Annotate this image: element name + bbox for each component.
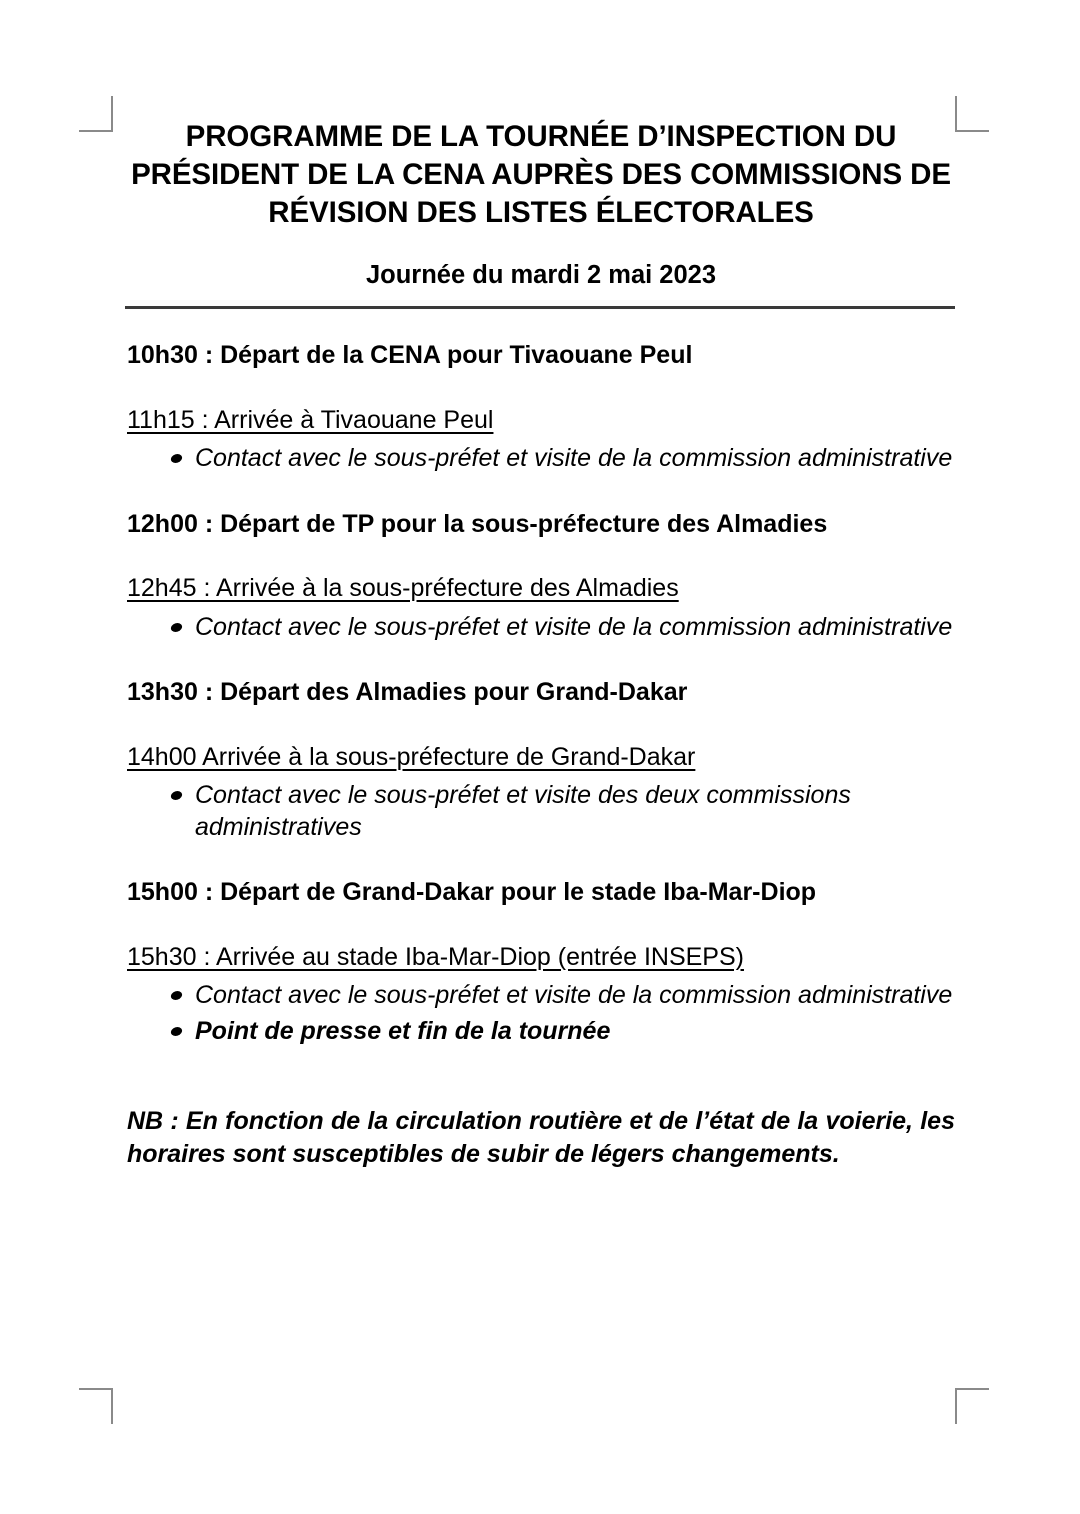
arrival-line: 11h15 : Arrivée à Tivaouane Peul: [127, 405, 494, 434]
schedule-list: [127, 340, 955, 1081]
arrival-line-wrap: [127, 405, 955, 440]
list-item-text: Point de presse et fin de la tournée: [195, 1016, 611, 1045]
list-item: [127, 443, 955, 475]
bullet-icon: [170, 991, 183, 1000]
crop-mark-bottom-right: [955, 1388, 989, 1424]
bullet-list: [127, 980, 955, 1081]
crop-mark-bottom-left: [79, 1388, 113, 1424]
list-item: [127, 980, 955, 1012]
arrival-line: 12h45 : Arrivée à la sous-préfecture des Almadies: [127, 574, 679, 603]
header-divider: [125, 306, 955, 309]
arrival-line-wrap: [127, 742, 955, 777]
arrival-line-wrap: [127, 942, 955, 977]
bullet-list: [127, 443, 955, 509]
bullet-list: [127, 780, 955, 877]
list-item-text: Contact avec le sous-préfet et visite de la commission administrative: [195, 612, 953, 641]
departure-line: 13h30 : Départ des Almadies pour Grand-Dakar: [127, 678, 688, 707]
crop-mark-top-right: [955, 96, 989, 132]
page-title: PROGRAMME DE LA TOURNÉE D’INSPECTION DU PRÉSIDENT DE LA CENA AUPRÈS DES COMMISSIONS DE RÉVISION DES LISTES ÉLECTORALES: [131, 120, 951, 229]
list-item: [127, 1016, 955, 1048]
bullet-list: [127, 612, 955, 678]
arrival-line-wrap: [127, 573, 955, 608]
bullet-icon: [170, 791, 183, 800]
list-item: [127, 780, 955, 843]
schedule-block: [127, 340, 955, 509]
document-page: [127, 0, 955, 1170]
bullet-icon: [170, 454, 183, 463]
departure-line: 10h30 : Départ de la CENA pour Tivaouane Peul: [127, 341, 693, 370]
page-subtitle: Journée du mardi 2 mai 2023: [365, 260, 717, 289]
schedule-block: [127, 677, 955, 877]
departure-line: 12h00 : Départ de TP pour la sous-préfecture des Almadies: [127, 509, 828, 538]
list-item: [127, 612, 955, 644]
schedule-block: [127, 877, 955, 1081]
bullet-icon: [170, 623, 183, 632]
arrival-line: 14h00 Arrivée à la sous-préfecture de Grand-Dakar: [127, 742, 696, 771]
schedule-block: [127, 509, 955, 678]
arrival-line: 15h30 : Arrivée au stade Iba-Mar-Diop (entrée INSEPS): [127, 942, 744, 971]
note-paragraph: NB : En fonction de la circulation routière et de l’état de la voierie, les horaires sont susceptibles de subir de légers changements.: [127, 1107, 955, 1168]
departure-line: 15h00 : Départ de Grand-Dakar pour le stade Iba-Mar-Diop: [127, 878, 817, 907]
bullet-icon: [170, 1027, 183, 1036]
list-item-text: Contact avec le sous-préfet et visite de la commission administrative: [195, 444, 953, 473]
list-item-text: Contact avec le sous-préfet et visite de la commission administrative: [195, 981, 953, 1010]
list-item-text: Contact avec le sous-préfet et visite des deux commissions administratives: [195, 781, 851, 841]
crop-mark-top-left: [79, 96, 113, 132]
